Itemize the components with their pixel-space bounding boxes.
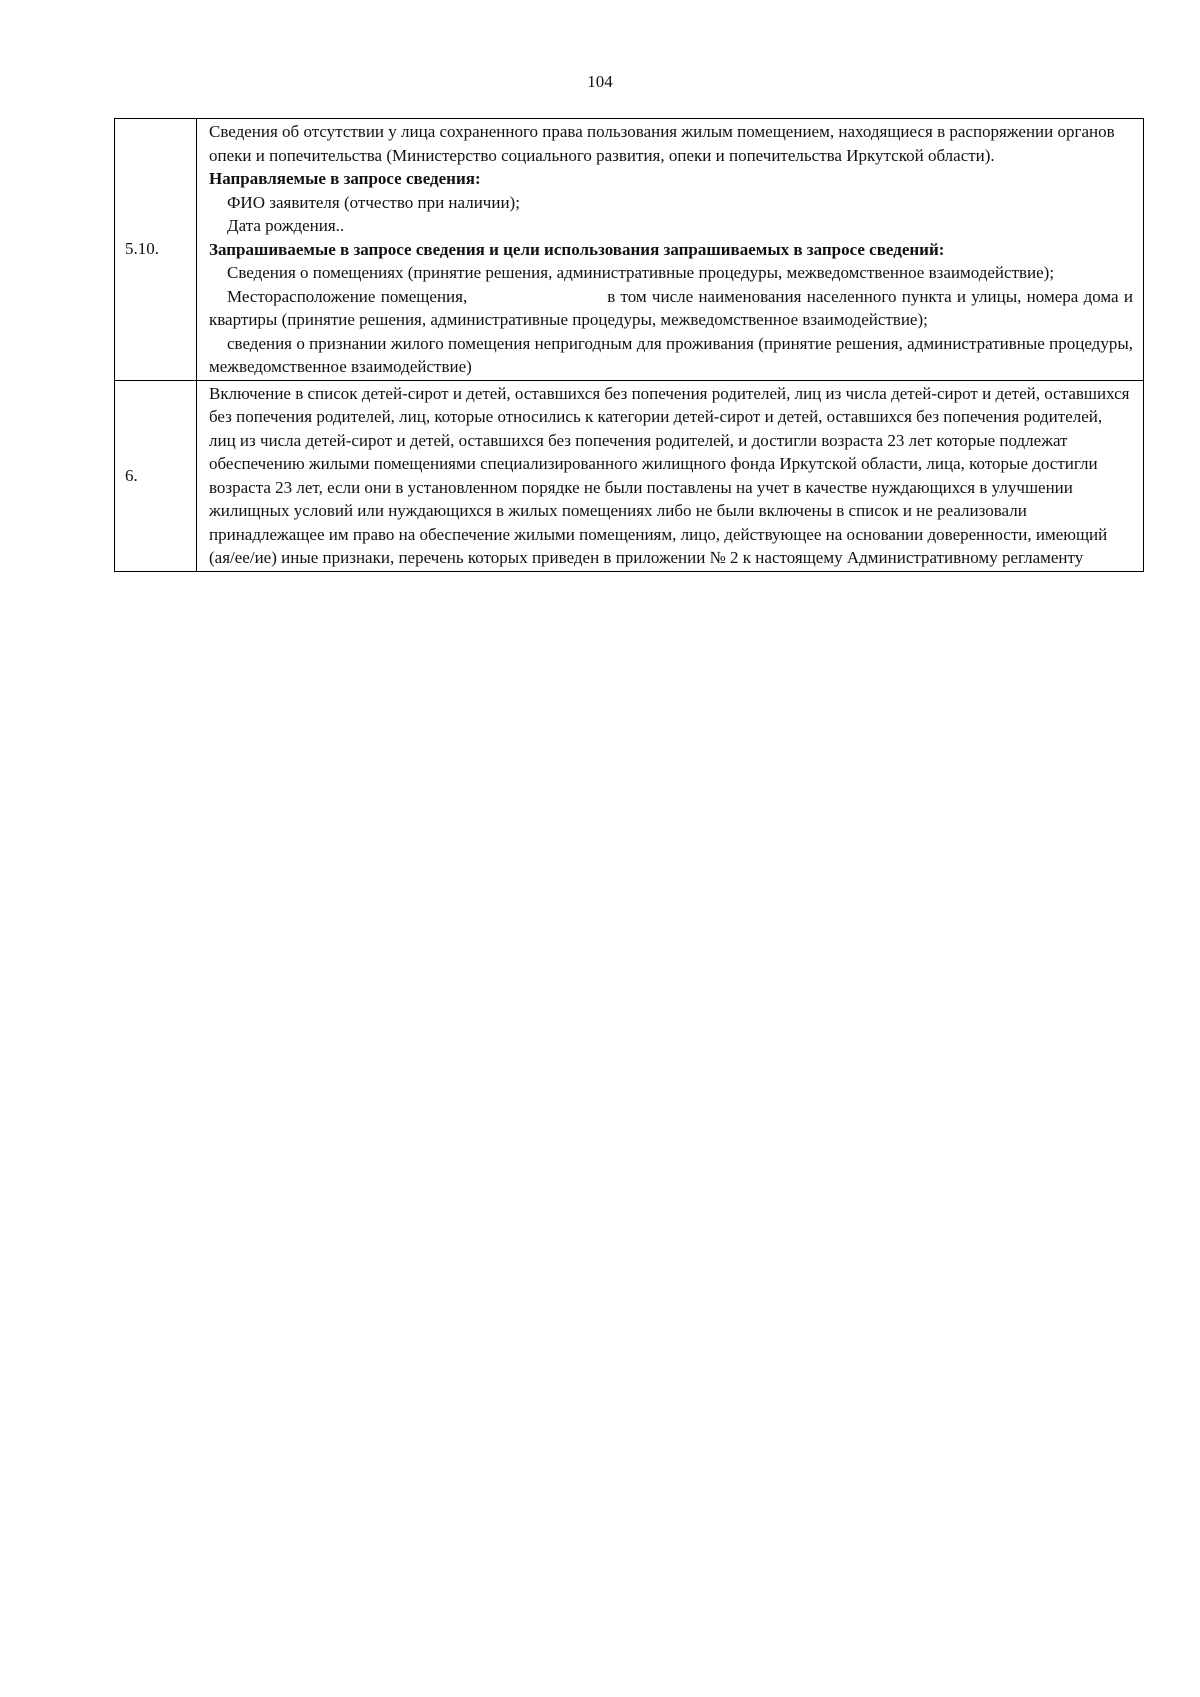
row-number: 5.10.	[115, 119, 197, 381]
requested-item-unfit: сведения о признании жилого помещения непригодным для проживания (принятие решения, административные процедуры, межведомственное взаимодействие)	[209, 333, 1133, 376]
requested-heading: Запрашиваемые в запросе сведения и цели использования запрашиваемых в запросе сведений:	[209, 239, 945, 259]
row-content	[197, 380, 1144, 571]
document-table	[114, 118, 1144, 572]
inclusion-text: Включение в список детей-сирот и детей, оставшихся без попечения родителей, лиц из числа детей-сирот и детей, оставшихся без попечения родителей, лиц, которые относились к категории детей-сирот и детей, оставшихся без попечения родителей, лиц из числа детей-сирот и детей, оставшихся без попечения родителей, и достигли возраста 23 лет которые подлежат обеспечению жилыми помещениями специализированного жилищного фонда Иркутской области, лица, которые достигли возраста 23 лет, если они в установленном порядке не были поставлены на учет в качестве нуждающихся в улучшении жилищных условий или нуждающихся в жилых помещениях либо не были включены в список и не реализовали принадлежащее им право на обеспечение жилыми помещениям, лицо, действующее на основании доверенности, имеющий (ая/ее/ие) иные признаки, перечень которых приведен в приложении № 2 к настоящему Административному регламенту	[209, 383, 1130, 567]
page-number: 104	[587, 72, 613, 91]
description-text: Сведения об отсутствии у лица сохраненного права пользования жилым помещением, находящиеся в распоряжении органов опеки и попечительства (Министерство социального развития, опеки и попечительства Иркутской области).	[209, 122, 1115, 165]
requested-item-premises: Сведения о помещениях (принятие решения, административные процедуры, межведомственное взаимодействие);	[227, 263, 1055, 282]
sent-item: ФИО заявителя (отчество при наличии);	[227, 192, 520, 212]
location-end: в том числе наименования населенного пункта и улицы, номера дома и квартиры (принятие решения, административные процедуры, межведомственное взаимодействие);	[209, 286, 1133, 329]
sent-heading: Направляемые в запросе сведения:	[209, 169, 481, 188]
row-content	[197, 119, 1144, 381]
requested-item-location	[209, 285, 1133, 332]
location-start: Месторасположение помещения,	[227, 286, 468, 306]
table-row	[115, 119, 1144, 381]
table-row	[115, 380, 1144, 571]
sent-item: Дата рождения..	[227, 216, 345, 235]
row-number: 6.	[115, 380, 197, 571]
